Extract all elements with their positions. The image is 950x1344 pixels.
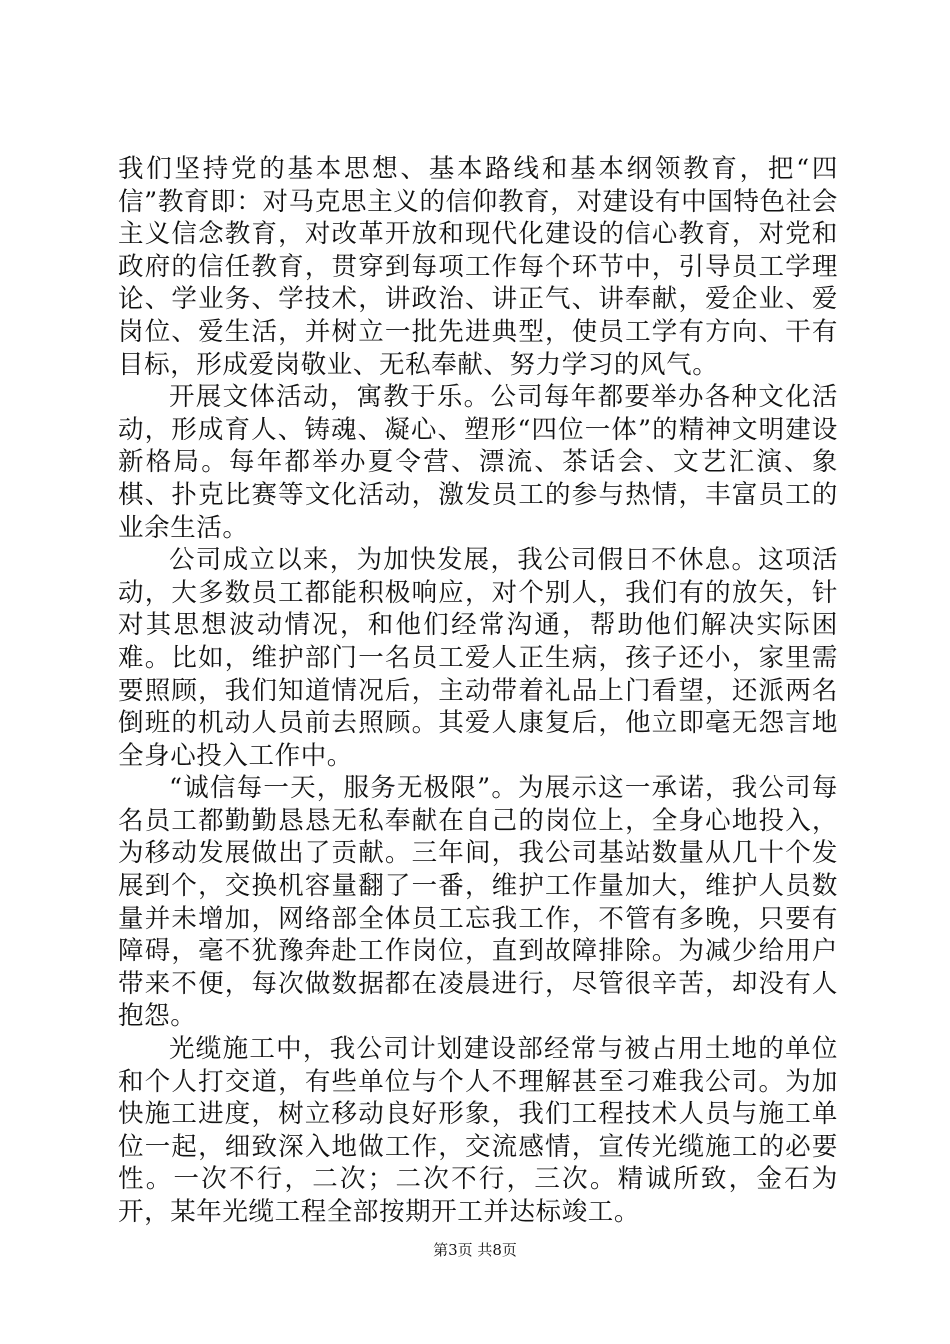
paragraph-2: 开展文体活动，寓教于乐。公司每年都要举办各种文化活动，形成育人、铸魂、凝心、塑形“四位一体”的精神文明建设新格局。每年都举办夏令营、漂流、茶话会、文艺汇演、象棋、扑克比赛等文化活动，激发员工的参与热情，丰富员工的业余生活。 — [118, 382, 838, 543]
paragraph-4: “诚信每一天，服务无极限”。为展示这一承诺，我公司每名员工都勤勤恳恳无私奉献在自己的岗位上，全身心地投入，为移动发展做出了贡献。三年间，我公司基站数量从几十个发展到个，交换机容量翻了一番，维护工作量加大，维护人员数量并未增加，网络部全体员工忘我工作，不管有多晚，只要有障碍，毫不犹豫奔赴工作岗位，直到故障排除。为减少给用户带来不便，每次做数据都在凌晨进行，尽管很辛苦，却没有人抱怨。 — [118, 773, 838, 1032]
page-footer: 第3页 共8页 — [433, 1241, 517, 1259]
paragraph-3: 公司成立以来，为加快发展，我公司假日不休息。这项活动，大多数员工都能积极响应，对个别人，我们有的放矢，针对其思想波动情况，和他们经常沟通，帮助他们解决实际困难。比如，维护部门一名员工爱人正生病，孩子还小，家里需要照顾，我们知道情况后，主动带着礼品上门看望，还派两名倒班的机动人员前去照顾。其爱人康复后，他立即毫无怨言地全身心投入工作中。 — [118, 545, 838, 771]
document-body — [118, 153, 838, 1229]
paragraph-5: 光缆施工中，我公司计划建设部经常与被占用土地的单位和个人打交道，有些单位与个人不理解甚至刁难我公司。为加快施工进度，树立移动良好形象，我们工程技术人员与施工单位一起，细致深入地做工作，交流感情，宣传光缆施工的必要性。一次不行，二次；二次不行，三次。精诚所致，金石为开，某年光缆工程全部按期开工并达标竣工。 — [118, 1034, 838, 1227]
paragraph-1: 我们坚持党的基本思想、基本路线和基本纲领教育，把“四信”教育即：对马克思主义的信仰教育，对建设有中国特色社会主义信念教育，对改革开放和现代化建设的信心教育，对党和政府的信任教育，贯穿到每项工作每个环节中，引导员工学理论、学业务、学技术，讲政治、讲正气、讲奉献，爱企业、爱岗位、爱生活，并树立一批先进典型，使员工学有方向、干有目标，形成爱岗敬业、无私奉献、努力学习的风气。 — [118, 154, 838, 380]
